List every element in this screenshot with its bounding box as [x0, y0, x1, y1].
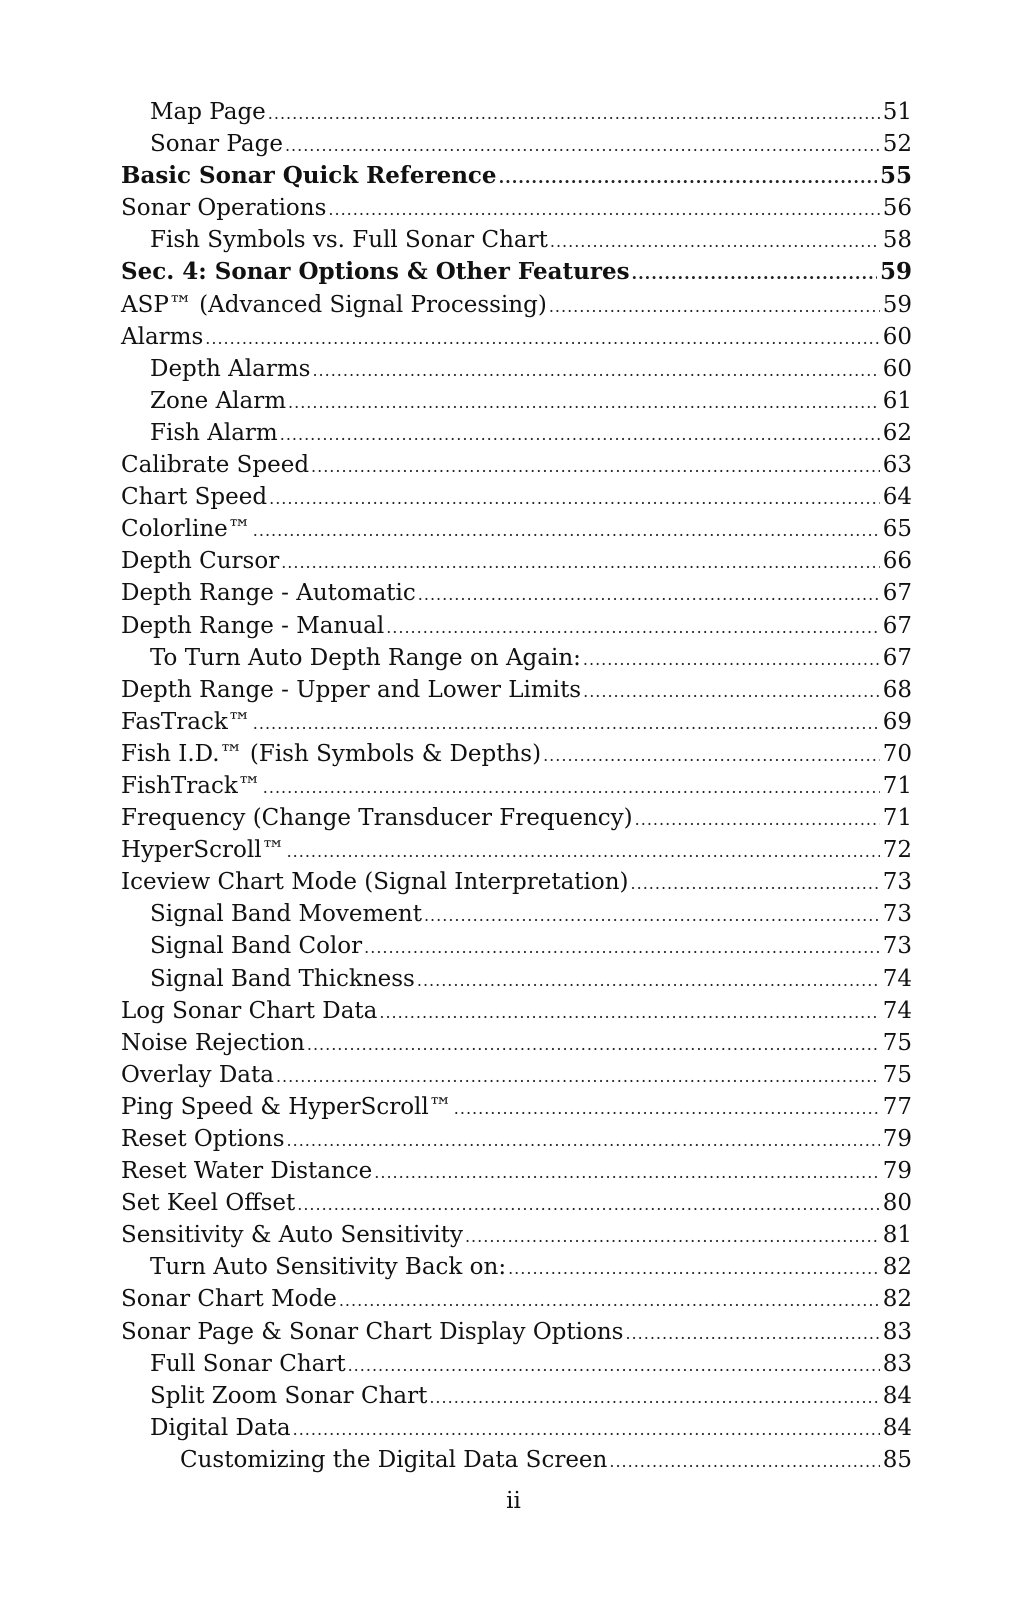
dot-leader	[549, 291, 880, 323]
toc-entry[interactable]	[121, 1380, 912, 1412]
toc-entry-page-number: 55	[879, 162, 912, 190]
dot-leader	[281, 547, 880, 579]
toc-entry-title: Zone Alarm	[150, 387, 287, 414]
toc-entry[interactable]	[121, 1251, 912, 1283]
toc-entry[interactable]	[121, 1155, 912, 1187]
toc-entry-page-number: 62	[882, 419, 912, 446]
toc-entry[interactable]	[121, 577, 912, 609]
toc-entry-page-number: 65	[882, 516, 912, 543]
dot-leader	[287, 1125, 880, 1157]
toc-entry-page-number: 81	[882, 1222, 912, 1249]
toc-entry[interactable]	[121, 1412, 912, 1444]
toc-entry-title: FishTrack™	[121, 772, 261, 799]
toc-entry[interactable]	[121, 738, 912, 770]
toc-entry-title: Fish I.D.™ (Fish Symbols & Depths)	[121, 740, 542, 767]
toc-entry-title: Basic Sonar Quick Reference	[121, 162, 497, 190]
toc-entry[interactable]	[121, 1059, 912, 1091]
toc-entry-page-number: 52	[882, 131, 912, 158]
toc-entry-page-number: 58	[882, 227, 912, 254]
dot-leader	[311, 451, 880, 483]
toc-entry-page-number: 69	[882, 708, 912, 735]
dot-leader	[205, 323, 879, 355]
toc-entry[interactable]	[121, 930, 912, 962]
toc-entry-page-number: 63	[882, 452, 912, 479]
toc-entry-page-number: 72	[882, 837, 912, 864]
toc-entry[interactable]	[121, 770, 912, 802]
toc-entry[interactable]	[121, 513, 912, 545]
dot-leader	[269, 483, 880, 515]
toc-entry-title: Sensitivity & Auto Sensitivity	[121, 1222, 463, 1249]
toc-entry-title: Sonar Page & Sonar Chart Display Options	[121, 1318, 624, 1345]
dot-leader	[635, 804, 880, 836]
toc-entry-title: Split Zoom Sonar Chart	[150, 1382, 428, 1409]
toc-entry-title: ASP™ (Advanced Signal Processing)	[121, 291, 547, 318]
dot-leader	[263, 772, 880, 804]
toc-entry[interactable]	[121, 1316, 912, 1348]
dot-leader	[307, 1029, 880, 1061]
toc-entry[interactable]	[121, 802, 912, 834]
toc-entry[interactable]	[121, 128, 912, 160]
toc-entry-title: Depth Range - Upper and Lower Limits	[121, 676, 582, 703]
toc-entry-page-number: 84	[882, 1414, 912, 1441]
toc-entry-page-number: 82	[882, 1286, 912, 1313]
toc-entry-title: Iceview Chart Mode (Signal Interpretation)	[121, 869, 629, 896]
toc-entry-page-number: 60	[882, 355, 912, 382]
toc-entry-page-number: 83	[882, 1350, 912, 1377]
toc-entry-page-number: 77	[882, 1093, 912, 1120]
dot-leader	[287, 836, 880, 868]
dot-leader	[625, 1318, 879, 1350]
toc-entry[interactable]	[121, 1187, 912, 1219]
toc-entry-title: Log Sonar Chart Data	[121, 997, 378, 1024]
toc-entry[interactable]	[121, 995, 912, 1027]
dot-leader	[253, 708, 880, 740]
dot-leader	[632, 258, 877, 290]
toc-entry-page-number: 73	[882, 869, 912, 896]
toc-entry[interactable]	[121, 642, 912, 674]
toc-entry-title: Sec. 4: Sonar Options & Other Features	[121, 258, 630, 286]
toc-entry-title: FasTrack™	[121, 708, 251, 735]
dot-leader	[508, 1253, 880, 1285]
toc-entry-title: Alarms	[121, 323, 204, 350]
dot-leader	[348, 1350, 880, 1382]
dot-leader	[339, 1285, 880, 1317]
dot-leader	[543, 740, 880, 772]
toc-entry-page-number: 68	[882, 676, 912, 703]
toc-entry[interactable]	[121, 96, 912, 128]
toc-entry[interactable]	[121, 834, 912, 866]
dot-leader	[285, 130, 880, 162]
toc-entry-page-number: 79	[882, 1126, 912, 1152]
dot-leader	[583, 644, 880, 676]
toc-section-heading[interactable]	[121, 256, 912, 288]
toc-entry-page-number: 79	[882, 1158, 912, 1185]
toc-entry-title: Turn Auto Sensitivity Back on:	[150, 1254, 507, 1281]
dot-leader	[583, 676, 880, 708]
dot-leader	[424, 900, 880, 932]
toc-entry-title: Reset Water Distance	[121, 1158, 373, 1185]
toc-entry[interactable]	[121, 1283, 912, 1315]
toc-entry-title: Sonar Chart Mode	[121, 1286, 337, 1313]
toc-entry-title: Fish Alarm	[150, 419, 278, 446]
dot-leader	[374, 1157, 879, 1189]
dot-leader	[280, 419, 880, 451]
toc-entry-title: Calibrate Speed	[121, 452, 310, 479]
toc-entry-page-number: 60	[882, 323, 912, 350]
toc-entry-title: Colorline™	[121, 516, 251, 543]
dot-leader	[297, 1189, 879, 1221]
toc-entry-page-number: 67	[882, 580, 912, 607]
toc-entry-page-number: 85	[882, 1446, 912, 1473]
toc-entry-title: Depth Cursor	[121, 548, 280, 575]
toc-entry-title: Sonar Operations	[121, 195, 327, 222]
toc-entry[interactable]	[121, 1348, 912, 1380]
toc-entry[interactable]	[121, 449, 912, 481]
toc-entry-page-number: 67	[882, 612, 912, 639]
toc-entry-page-number: 73	[882, 933, 912, 960]
toc-entry[interactable]	[121, 385, 912, 417]
toc-entry[interactable]	[121, 1027, 912, 1059]
toc-entry-page-number: 82	[882, 1254, 912, 1281]
toc-entry[interactable]	[121, 224, 912, 256]
toc-entry-title: Depth Range - Automatic	[121, 580, 416, 607]
toc-entry[interactable]	[121, 610, 912, 642]
dot-leader	[288, 387, 880, 419]
toc-entry[interactable]	[121, 353, 912, 385]
toc-entry[interactable]	[121, 417, 912, 449]
toc-entry-page-number: 71	[882, 805, 912, 832]
toc-entry-title: Signal Band Color	[150, 933, 363, 960]
toc-entry[interactable]	[121, 192, 912, 224]
toc-entry-title: Set Keel Offset	[121, 1190, 296, 1217]
toc-entry-title: Ping Speed & HyperScroll™	[121, 1093, 452, 1120]
dot-leader	[386, 612, 880, 644]
dot-leader	[328, 194, 879, 226]
toc-entry-title: HyperScroll™	[121, 837, 285, 864]
dot-leader	[293, 1414, 880, 1446]
toc-entry-page-number: 71	[882, 772, 912, 799]
toc-entry-title: Customizing the Digital Data Screen	[180, 1446, 608, 1473]
dot-leader	[609, 1446, 879, 1478]
toc-entry[interactable]	[121, 1091, 912, 1123]
toc-entry[interactable]	[121, 1123, 912, 1155]
toc-entry-title: Full Sonar Chart	[150, 1350, 346, 1377]
toc-entry[interactable]	[121, 706, 912, 738]
toc-entry[interactable]	[121, 866, 912, 898]
toc-entry-page-number: 51	[882, 99, 912, 125]
toc-entry-title: Signal Band Thickness	[150, 965, 415, 992]
toc-entry-title: To Turn Auto Depth Range on Again:	[150, 644, 581, 671]
toc-entry[interactable]	[121, 481, 912, 513]
toc-entry-title: Depth Alarms	[150, 355, 311, 382]
toc-entry[interactable]	[121, 545, 912, 577]
dot-leader	[418, 579, 880, 611]
dot-leader	[499, 162, 877, 194]
toc-entry-page-number: 64	[882, 484, 912, 511]
toc-entry[interactable]	[121, 674, 912, 706]
toc-entry-page-number: 74	[882, 965, 912, 992]
toc-entry[interactable]	[121, 898, 912, 930]
toc-entry-title: Digital Data	[150, 1414, 291, 1441]
dot-leader	[253, 515, 880, 547]
toc-entry-title: Signal Band Movement	[150, 901, 422, 928]
toc-entry-page-number: 83	[882, 1318, 912, 1345]
toc-entry-page-number: 73	[882, 901, 912, 928]
toc-entry[interactable]	[121, 963, 912, 995]
dot-leader	[550, 226, 880, 258]
toc-entry-page-number: 59	[879, 258, 912, 286]
toc-entry-page-number: 66	[882, 548, 912, 575]
dot-leader	[465, 1221, 880, 1253]
toc-entry-page-number: 74	[882, 997, 912, 1024]
toc-entry[interactable]	[121, 289, 912, 321]
dot-leader	[379, 997, 879, 1029]
toc-entry-page-number: 56	[882, 195, 912, 222]
toc-entry[interactable]	[121, 321, 912, 353]
dot-leader	[429, 1382, 879, 1414]
toc-entry-title: Chart Speed	[121, 484, 268, 511]
dot-leader	[312, 355, 879, 387]
table-of-contents	[121, 96, 912, 1476]
page-number: ii	[506, 1488, 521, 1514]
toc-entry-title: Noise Rejection	[121, 1029, 305, 1056]
toc-entry-title: Frequency (Change Transducer Frequency)	[121, 805, 633, 832]
dot-leader	[454, 1093, 880, 1125]
toc-entry-title: Fish Symbols vs. Full Sonar Chart	[150, 227, 548, 254]
dot-leader	[417, 965, 880, 997]
toc-entry[interactable]	[121, 1444, 912, 1476]
toc-entry-page-number: 59	[882, 291, 912, 318]
toc-entry-title: Map Page	[150, 99, 266, 125]
toc-entry-title: Reset Options	[121, 1126, 285, 1152]
toc-entry-page-number: 75	[882, 1029, 912, 1056]
dot-leader	[268, 98, 880, 130]
dot-leader	[276, 1061, 880, 1093]
toc-entry-title: Sonar Page	[150, 131, 283, 158]
dot-leader	[364, 932, 880, 964]
toc-entry-page-number: 80	[882, 1190, 912, 1217]
toc-entry-page-number: 61	[882, 387, 912, 414]
toc-entry-page-number: 84	[882, 1382, 912, 1409]
toc-entry-title: Overlay Data	[121, 1061, 274, 1088]
toc-entry[interactable]	[121, 1219, 912, 1251]
toc-entry-page-number: 70	[882, 740, 912, 767]
toc-section-heading[interactable]	[121, 160, 912, 192]
toc-entry-page-number: 67	[882, 644, 912, 671]
dot-leader	[631, 868, 880, 900]
toc-entry-title: Depth Range - Manual	[121, 612, 385, 639]
toc-entry-page-number: 75	[882, 1061, 912, 1088]
